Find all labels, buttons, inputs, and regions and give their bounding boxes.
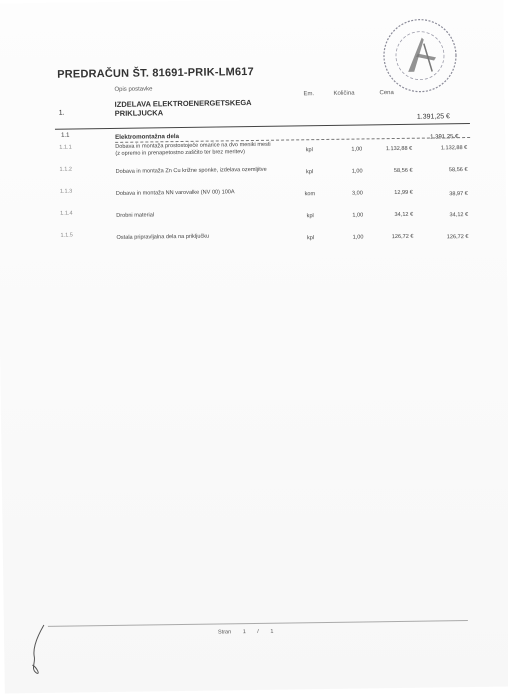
footer-page-number: 1 [242, 629, 246, 636]
item-price: 34,12 € [394, 211, 414, 219]
item-price: 12,99 € [394, 189, 413, 197]
footer-divider [48, 620, 468, 627]
stamp-seal [377, 13, 462, 98]
header-price: Cena [379, 90, 394, 97]
item-description [116, 232, 301, 242]
item-description-line: Dobava in montaža prostostoječe omarice na dvo meniki mesti [115, 141, 271, 150]
item-unit: kpl [306, 235, 315, 242]
item-number: 1.1.4 [60, 210, 73, 217]
item-quantity: 1,00 [351, 168, 363, 175]
header-quantity: Količina [333, 90, 355, 97]
item-description-line: Dobava in montaža NN varovalke (NV 00) 100A [115, 189, 235, 197]
item-quantity: 3,00 [351, 190, 363, 197]
item-number: 1.1.1 [59, 144, 72, 151]
item-total: 1.132,88 € [440, 145, 468, 152]
item-unit: kom [304, 191, 316, 198]
item-total: 34,12 € [449, 211, 469, 219]
subsection-total: 1.391,25 € [430, 134, 459, 141]
footer-page-label: Stran [217, 629, 232, 636]
header-description: Opis postavke [114, 86, 153, 93]
item-unit: kpl [305, 169, 314, 176]
section-number: 1. [58, 109, 65, 117]
item-description-line: Ostala pripravljalna dela na priključku [116, 233, 210, 241]
subsection-title: Elektromontažna dela [115, 133, 180, 141]
signature-scribble [24, 621, 55, 676]
page-footer [218, 629, 283, 636]
item-description-line: (z opremo in prenapetostno zaščito ter brez meritev) [115, 149, 246, 157]
item-description-line: Dobava in montaža Zn Cu križne sponke, izdelava ozemljitve [115, 166, 267, 175]
item-price: 58,56 € [393, 167, 413, 175]
item-total: 58,56 € [448, 167, 468, 174]
item-total: 38,97 € [449, 190, 468, 198]
item-description [116, 210, 301, 220]
item-number: 1.1.3 [59, 188, 73, 195]
item-total: 126,72 € [446, 233, 469, 241]
item-quantity: 1,00 [352, 212, 364, 219]
item-description [115, 141, 300, 158]
item-quantity: 1,00 [352, 234, 364, 241]
subsection-number: 1.1 [61, 132, 70, 139]
footer-separator: / [257, 628, 259, 635]
section-title-line2: PRIKLJUCKA [114, 108, 164, 118]
item-number: 1.1.5 [60, 232, 73, 239]
item-price: 1.132,88 € [385, 145, 413, 153]
item-description-line: Drobni material [116, 212, 155, 219]
footer-page-count: 1 [270, 628, 274, 635]
section-total: 1.391,25 € [416, 113, 450, 121]
section-divider [55, 123, 470, 130]
item-quantity: 1,00 [351, 146, 363, 153]
item-unit: kpl [305, 147, 313, 154]
document-title: PREDRAČUN ŠT. 81691-PRIK-LM617 [57, 65, 254, 81]
item-price: 126,72 € [391, 233, 414, 241]
item-description [116, 188, 301, 198]
header-unit: Em. [303, 91, 315, 98]
section-title-line1: IZDELAVA ELEKTROENERGETSKEGA [114, 98, 252, 109]
item-number: 1.1.2 [59, 166, 73, 173]
item-description [116, 166, 301, 176]
item-unit: kpl [306, 213, 314, 220]
section-title [115, 98, 252, 118]
